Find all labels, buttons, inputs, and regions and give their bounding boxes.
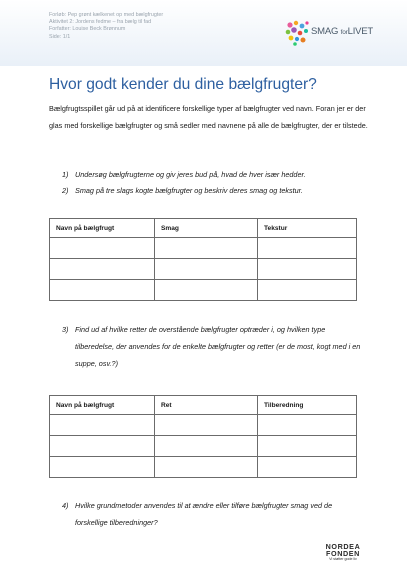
table-row — [50, 415, 357, 436]
question-text: Undersøg bælgfrugterne og giv jeres bud på, hvad de hver især hedder. — [75, 170, 306, 179]
document-meta — [49, 12, 163, 41]
table-cell[interactable] — [50, 280, 155, 301]
table-cell[interactable] — [50, 415, 155, 436]
column-header-name: Navn på bælgfrugt — [50, 396, 155, 415]
table-cell[interactable] — [258, 436, 357, 457]
question-number: 1) — [62, 170, 69, 179]
nordea-fonden-logo — [318, 543, 368, 561]
table-cell[interactable] — [155, 280, 258, 301]
taste-table — [49, 218, 357, 301]
brand-tagline: Vi støtter gode liv — [329, 557, 357, 561]
meta-activity: Aktivitet 2: Jordens fedme – fra bælg til fad — [49, 19, 152, 26]
question-number: 4) — [62, 501, 69, 510]
brand-line-2: FONDEN — [326, 549, 360, 558]
table-header-row — [50, 219, 357, 238]
meta-author: Forfatter: Louise Beck Brønnum — [49, 26, 126, 33]
column-header-preparation: Tilberedning — [258, 396, 357, 415]
logo-word-for: for — [340, 29, 348, 36]
column-header-name: Navn på bælgfrugt — [50, 219, 155, 238]
brand-line-1: NORDEA — [325, 542, 361, 551]
table-cell[interactable] — [50, 259, 155, 280]
table-cell[interactable] — [258, 457, 357, 478]
column-header-texture: Tekstur — [258, 219, 357, 238]
smag-for-livet-logo — [283, 19, 377, 49]
question-1 — [62, 166, 362, 183]
question-4 — [62, 497, 362, 531]
table-cell[interactable] — [258, 238, 357, 259]
table-cell[interactable] — [155, 415, 258, 436]
logo-word-smag: SMAG — [311, 26, 339, 37]
table-row — [50, 238, 357, 259]
question-2 — [62, 182, 362, 199]
question-text: Smag på tre slags kogte bælgfrugter og beskriv deres smag og tekstur. — [75, 186, 303, 195]
table-cell[interactable] — [155, 238, 258, 259]
table-row — [50, 457, 357, 478]
table-cell[interactable] — [155, 259, 258, 280]
table-row — [50, 259, 357, 280]
colorful-beans-cluster-icon — [283, 19, 311, 47]
table-cell[interactable] — [50, 457, 155, 478]
table-header-row — [50, 396, 357, 415]
table-cell[interactable] — [258, 259, 357, 280]
question-number: 2) — [62, 186, 69, 195]
logo-word-livet: LIVET — [347, 26, 374, 37]
logo-wordmark — [311, 26, 373, 37]
question-3 — [62, 321, 362, 372]
meta-course: Forløb: Pep grønt kælkenet op med bælgfrugter — [49, 12, 164, 18]
table-cell[interactable] — [50, 436, 155, 457]
table-row — [50, 280, 357, 301]
column-header-taste: Smag — [155, 219, 258, 238]
question-text: Find ud af hvilke retter de overstående bælgfrugter optræder i, og hvilken type tilberedelse, der anvendes for de enkelte bælgfrugter og retter (er de most, kogt med i en suppe, osv.?) — [75, 325, 361, 368]
dish-table — [49, 395, 357, 478]
page-title: Hvor godt kender du dine bælgfrugter? — [49, 76, 317, 93]
table-cell[interactable] — [258, 415, 357, 436]
column-header-dish: Ret — [155, 396, 258, 415]
table-cell[interactable] — [258, 280, 357, 301]
intro-paragraph: Bælgfrugtsspillet går ud på at identificere forskellige typer af bælgfrugter ved navn. Foran jer er der glas med forskellige bælgfrugter og små sedler med navnene på alle de bælgfrugter, der er tilstede. — [49, 104, 368, 131]
question-text: Hvilke grundmetoder anvendes til at ændre eller tilføre bælgfrugter smag ved de forskellige tilberedninger? — [75, 501, 333, 527]
question-number: 3) — [62, 325, 69, 334]
table-cell[interactable] — [155, 436, 258, 457]
table-row — [50, 436, 357, 457]
meta-page: Side: 1/1 — [49, 33, 71, 40]
table-cell[interactable] — [50, 238, 155, 259]
table-cell[interactable] — [155, 457, 258, 478]
